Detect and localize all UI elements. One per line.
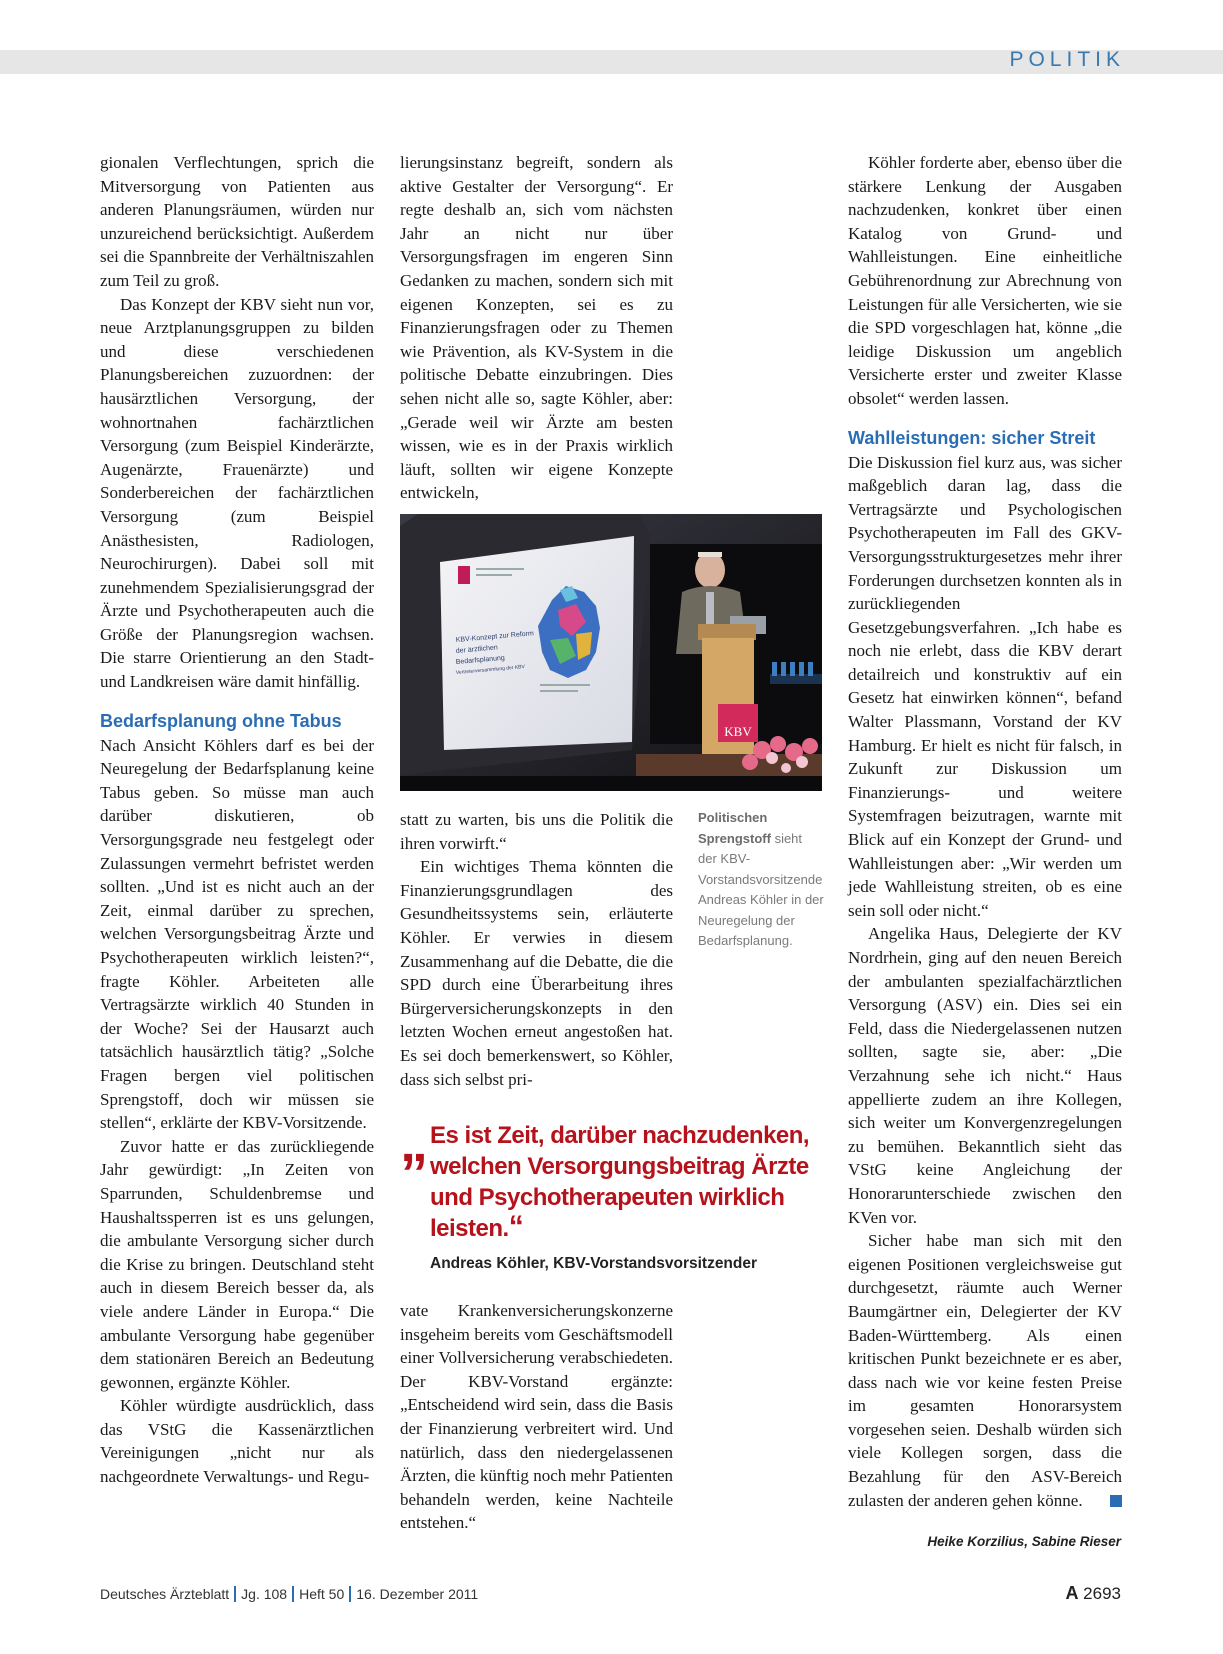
footer-divider — [292, 1586, 294, 1602]
paragraph-text: Sicher habe man sich mit den eigenen Positionen vergleichsweise gut durchgesetzt, räumte auch Werner Baumgärtner ein, Delegierter der KV Baden-Württemberg. Als einen kritischen Punkt bezeichnete er es aber, dass nach wie vor keine festen Preise im gesamten Honorarsystem vorgesehen seien. Deshalb würden sich viele Kollegen sorgen, dass die Bezahlung für den ASV-Bereich zulasten der anderen gehen könne. — [848, 1231, 1122, 1510]
column-2-bottom — [400, 1299, 673, 1535]
column-1 — [100, 151, 374, 1489]
quote-close-mark: “ — [508, 1210, 524, 1243]
journal-name: Deutsches Ärzteblatt — [100, 1586, 230, 1602]
podium-logo: KBV — [724, 724, 752, 739]
column-2-middle — [400, 808, 673, 1091]
paragraph: Angelika Haus, Delegierte der KV Nordrhein, ging auf den neuen Bereich der ambulanten spezialfachärztlichen Versorgung (ASV) ein. Dies sei ein Feld, dass die Niedergelassenen nutzen sollten, sagte sie, aber: „Die Verzahnung sehe ich nicht.“ Haus appellierte zudem an ihre Kollegen, sich weiter um Konvergenzregelungen zu bemühen. Bekanntlich sieht das VStG keine Angleichung der Honorarunterschiede zwischen den KVen vor. — [848, 924, 1122, 1227]
caption-text: sieht der KBV-Vorstandsvorsitzende Andreas Köhler in der Neuregelung der Bedarfsplanung. — [698, 830, 824, 948]
paragraph: Die Diskussion fiel kurz aus, was sicher maßgeblich daran lag, dass die Vertragsärzte und Psychologischen Psychotherapeuten im Fall des GKV-Versorgungsstrukturgesetzes mehr ihrer Forderungen durchsetzen konnten als in zurückliegenden Gesetzgebungsverfahren. „Ich habe es noch nie erlebt, dass die KBV derart detailreich und konstruktiv auf ein Gesetz hat einwirken können“, befand Walter Plassmann, Vorstand der KV Hamburg. Er hielt es nicht für falsch, in Zukunft zur Diskussion um Finanzierungs- und weitere Systemfragen beizutragen, warnte mit Blick auf ein Konzept der Grund- und Wahlleistungen aber: „Wir werden um jede Wahlleistung streiten, ob es eine sein soll oder nicht.“ — [848, 452, 1122, 920]
caption-bold: Politischen Sprengstoff — [698, 810, 771, 846]
byline: Heike Korzilius, Sabine Rieser — [927, 1534, 1121, 1549]
journal-issue: Heft 50 — [299, 1586, 345, 1602]
quote-open-mark: „ — [400, 1110, 428, 1173]
journal-volume: Jg. 108 — [241, 1586, 288, 1602]
paragraph: vate Krankenversicherungskonzerne insgeheim bereits vom Geschäftsmodell einer Vollversicherung verabschiedeten. Der KBV-Vorstand ergänzte: „Entscheidend wird sein, dass die Basis der Finanzierung verbreitert wird. Und natürlich, dass den niedergelassenen Ärzten, die künftig noch mehr Patienten behandeln werden, keine Nachteile entstehen.“ — [400, 1301, 673, 1533]
column-3 — [848, 151, 1122, 1512]
paragraph: Köhler würdigte ausdrücklich, dass das VStG die Kassenärztlichen Vereinigungen „nicht nur als nachgeordnete Verwaltungs- und Regu- — [100, 1396, 374, 1487]
end-mark-icon — [1110, 1495, 1122, 1507]
column-2-top — [400, 151, 673, 505]
issue-date: 16. Dezember 2011 — [356, 1586, 479, 1602]
paragraph — [848, 1229, 1122, 1512]
page-prefix: A — [1065, 1583, 1079, 1603]
event-photo — [400, 514, 822, 791]
paragraph: statt zu warten, bis uns die Politik die ihren vorwirft.“ — [400, 810, 673, 853]
footer-divider — [234, 1586, 236, 1602]
section-label: POLITIK — [1009, 48, 1125, 71]
photo-caption — [698, 808, 824, 952]
paragraph: Köhler forderte aber, ebenso über die stärkere Lenkung der Ausgaben nachzudenken, konkret über einen Katalog von Grund- und Wahlleistungen. Eine einheitliche Gebührenordnung zur Abrechnung von Leistungen für alle Versicherten, wie sie die SPD vorgeschlagen hat, könne „die leidige Diskussion um angeblich Versicherte erster und zweiter Klasse obsolet“ werden lassen. — [848, 153, 1122, 408]
subheading: Wahlleistungen: sicher Streit — [848, 427, 1096, 448]
paragraph: lierungsinstanz begreift, sondern als aktive Gestalter der Versorgung“. Er regte deshalb an, sich vom nächsten Jahr an nicht nur über Versorgungsfragen im engeren Sinn Gedanken zu machen, sondern sich mit eigenen Konzepten, sei es zu Finanzierungsfragen oder zu Themen wie Prävention, als KV-System in die politische Debatte einzubringen. Dies sehen nicht alle so, sagte Köhler, aber: „Gerade weil wir Ärzte am besten wissen, wie es in der Praxis wirklich läuft, sollten wir eigene Konzepte entwickeln, — [400, 153, 673, 503]
pull-quote — [400, 1110, 830, 1273]
slide-line: der ärztlichen — [455, 644, 499, 655]
quote-text: Es ist Zeit, darüber nachzudenken, welchen Versorgungsbeitrag Ärzte und Psychotherapeuten wirklich leisten. — [430, 1122, 810, 1242]
paragraph: Nach Ansicht Köhlers darf es bei der Neuregelung der Bedarfsplanung keine Tabus geben. So müsse man auch darüber diskutieren, ob Versorgungsgrade neu festgelegt oder Zulassungen vermehrt befristet werden sollten. „Und ist es nicht auch an der Zeit, einmal darüber zu sprechen, welchen Versorgungsbeitrag Ärzte und Psychotherapeuten wirklich leisten?“, fragte Köhler. Arbeiteten alle Vertragsärzte wirklich 40 Stunden in der Woche? Sei der Hausarzt auch tatsächlich hausärztlich tätig? „Solche Fragen bergen viel politischen Sprengstoff, doch wir müssen sie stellen“, erklärte der KBV-Vorsitzende. — [100, 735, 374, 1133]
paragraph: Ein wichtiges Thema könnten die Finanzierungsgrundlagen des Gesundheitssystems sein, erläuterte Köhler. Er verwies in diesem Zusammenhang auf die Debatte, die die SPD durch eine Überarbeitung ihres Bürgerversicherungskonzepts in den letzten Wochen erneut angestoßen hat. Es sei doch bemerkenswert, so Köhler, dass sich selbst pri- — [400, 857, 673, 1089]
quote-author: Andreas Köhler, KBV-Vorstandsvorsitzender — [430, 1255, 758, 1272]
paragraph: gionalen Verflechtungen, sprich die Mitversorgung von Patienten aus anderen Planungsräumen, würden nur unzureichend berücksichtigt. Außerdem sei die Spannbreite der Verhältniszahlen zum Teil zu groß. — [100, 153, 374, 290]
slide-line: Bedarfsplanung — [455, 654, 506, 666]
page-number-value: 2693 — [1083, 1584, 1121, 1603]
page-number — [1065, 1583, 1121, 1604]
paragraph: Zuvor hatte er das zurückliegende Jahr gewürdigt: „In Zeiten von Sparrunden, Schuldenbremse und Haushaltssperren ist es uns gelungen, die ambulante Versorgung sicher durch die Krise zu bringen. Deutschland steht auch in diesem Bereich besser da, als viele andere Länder in Europa.“ Die ambulante Versorgung habe gegenüber dem stationären Bereich an Bedeutung gewonnen, ergänzte Köhler. — [100, 1136, 374, 1392]
photo-illustration — [400, 514, 822, 791]
paragraph: Das Konzept der KBV sieht nun vor, neue Arztplanungsgruppen zu bilden und diese verschiedenen Planungsbereichen zuzuordnen: der hausärztlichen Versorgung, der wohnortnahen fachärztlichen Versorgung (zum Beispiel Kinderärzte, Augenärzte, Frauenärzte) und Sonderbereichen der fachärztlichen Versorgung (zum Beispiel Anästhesisten, Radiologen, Neurochirurgen). Dabei soll mit zunehmendem Spezialisierungsgrad der Ärzte und Psychotherapeuten auch die Größe der Planungsregion wachsen. Die starre Orientierung an den Stadt- und Landkreisen wäre damit hinfällig. — [100, 294, 374, 692]
footer — [100, 1586, 478, 1602]
slide-line: Vertreterversammlung der KBV — [455, 663, 526, 676]
subheading: Bedarfsplanung ohne Tabus — [100, 710, 342, 731]
footer-divider — [349, 1586, 351, 1602]
slide-line: KBV-Konzept zur Reform — [455, 630, 535, 644]
